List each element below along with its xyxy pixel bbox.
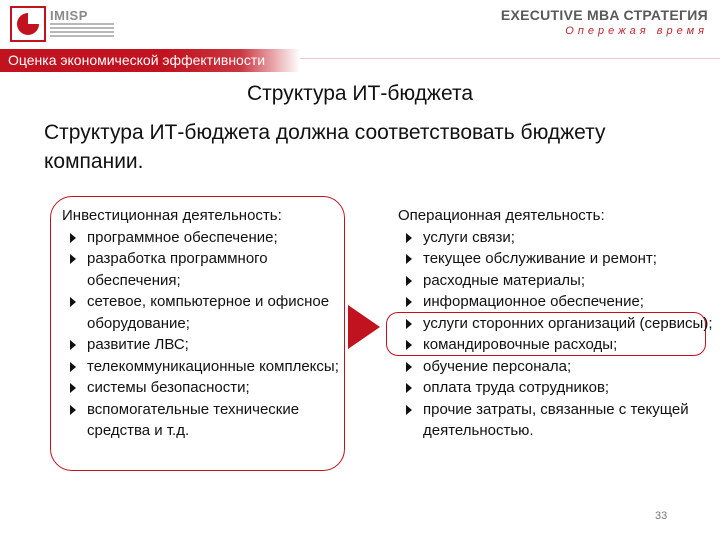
list-item: услуги сторонних организаций (сервисы); <box>398 313 718 335</box>
list-item: телекоммуникационные комплексы; <box>62 356 347 378</box>
bullet-arrow-icon <box>70 254 76 264</box>
bullet-arrow-icon <box>406 362 412 372</box>
investment-heading: Инвестиционная деятельность: <box>62 207 282 224</box>
bullet-arrow-icon <box>406 233 412 243</box>
slide-title: Структура ИТ-бюджета <box>246 82 474 105</box>
emba-logo <box>501 7 708 37</box>
list-item: услуги связи; <box>398 227 718 249</box>
imisp-logo-icon <box>10 6 46 42</box>
investment-column <box>62 205 347 442</box>
list-item: оплата труда сотрудников; <box>398 377 718 399</box>
bullet-arrow-icon <box>406 340 412 350</box>
bullet-arrow-icon <box>406 254 412 264</box>
operational-heading: Операционная деятельность: <box>398 207 605 224</box>
list-item: системы безопасности; <box>62 377 347 399</box>
list-item: сетевое, компьютерное и офисное оборудование; <box>62 291 347 334</box>
bullet-arrow-icon <box>406 405 412 415</box>
logo-text: IMISP <box>50 8 88 23</box>
list-item: развитие ЛВС; <box>62 334 347 356</box>
bullet-arrow-icon <box>70 383 76 393</box>
list-item: вспомогательные технические средства и т.д. <box>62 399 347 442</box>
list-item: текущее обслуживание и ремонт; <box>398 248 718 270</box>
bullet-arrow-icon <box>70 362 76 372</box>
bullet-arrow-icon <box>406 276 412 286</box>
section-title: Оценка экономической эффективности <box>8 52 266 68</box>
list-item: обучение персонала; <box>398 356 718 378</box>
bullet-arrow-icon <box>70 340 76 350</box>
bullet-arrow-icon <box>406 319 412 329</box>
list-item: программное обеспечение; <box>62 227 347 249</box>
investment-list <box>62 227 347 442</box>
page-number: 33 <box>655 510 668 522</box>
list-item: командировочные расходы; <box>398 334 718 356</box>
section-bar <box>0 49 300 72</box>
bullet-arrow-icon <box>406 383 412 393</box>
logo-subtext-lines <box>50 23 114 41</box>
header-divider <box>300 58 720 59</box>
operational-list <box>398 227 718 442</box>
bullet-arrow-icon <box>70 405 76 415</box>
emba-tagline: Опережая время <box>565 25 708 37</box>
bullet-arrow-icon <box>70 233 76 243</box>
slide-subtitle: Структура ИТ-бюджета должна соответствовать бюджету компании. <box>44 121 606 173</box>
bullet-arrow-icon <box>406 297 412 307</box>
operational-column <box>398 205 718 442</box>
list-item: разработка программного обеспечения; <box>62 248 347 291</box>
bullet-arrow-icon <box>70 297 76 307</box>
emba-title: EXECUTIVE MBA СТРАТЕГИЯ <box>500 7 708 23</box>
list-item: информационное обеспечение; <box>398 291 718 313</box>
list-item: расходные материалы; <box>398 270 718 292</box>
right-arrow-icon <box>348 305 380 349</box>
list-item: прочие затраты, связанные с текущей деятельностью. <box>398 399 718 442</box>
imisp-logo <box>10 6 120 44</box>
